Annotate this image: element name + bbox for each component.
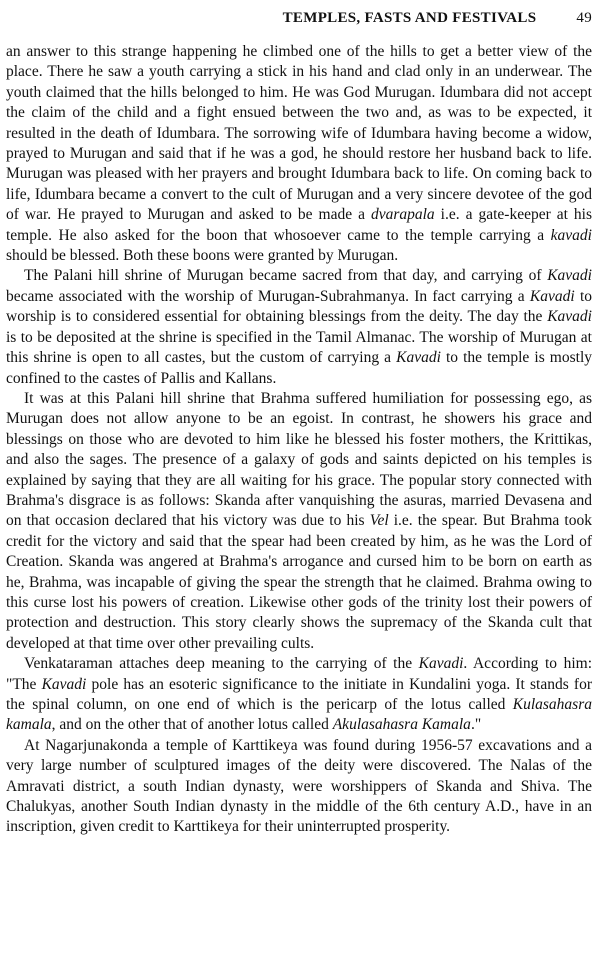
italic-term: Vel	[369, 512, 389, 530]
italic-term: Akulasahasra Kamala	[332, 716, 471, 734]
text-run: became associated with the worship of Murugan-Subrahmanya. In fact carrying a	[6, 287, 530, 305]
italic-term: Kavadi	[529, 287, 575, 305]
running-title: TEMPLES, FASTS AND FESTIVALS	[282, 9, 537, 26]
text-run: i.e. the spear. But Brahma took credit for the victory and said that the spear had been created by him, as he was the Lord of Creation. Skanda was angered at Brahma's arrogance and cursed him to be born on earth as he, Brahma, was incapable of giving the spear the strength that he claimed. Brahma owing to this curse lost his powers of creation. Likewise other gods of the trinity lost their powers of protection and destruction. This story clearly shows the supremacy of the Skanda cult that developed at that time over other prevailing cults.	[6, 512, 592, 652]
text-run: , and on the other that of another lotus called	[51, 716, 333, 734]
italic-term: Kavadi	[547, 267, 592, 285]
text-run: is to be deposited at the shrine is specified in the Tamil Almanac. The worship of Murugan at this shrine is open to all castes, but the custom of carrying a	[6, 328, 592, 367]
paragraph	[6, 42, 592, 266]
paragraph	[6, 389, 592, 654]
page-header	[6, 0, 592, 36]
text-run: . According to him: "The	[6, 655, 592, 693]
italic-term: Kavadi	[547, 308, 592, 326]
italic-term: Kavadi	[418, 655, 464, 673]
text-run: The Palani hill shrine of Murugan became sacred from that day, and carrying of	[24, 267, 548, 285]
paragraph	[6, 736, 592, 838]
text-run: At Nagarjunakonda a temple of Karttikeya was found during 1956-57 excavations and a very large number of sculptured images of the deity were discovered. The Nalas of the Amravati district, a south Indian dynasty, were worshippers of Skanda and Shiva. The Chalukyas, another South Indian dynasty in the middle of the 6th century A.D., have in an inscription, given credit to Karttikeya for their uninterrupted prosperity.	[6, 736, 592, 836]
text-run: i.e. a gate-keeper at his temple. He also asked for the boon that whosoever came to the temple carrying a	[6, 206, 593, 244]
page-body	[6, 42, 592, 838]
text-run: ."	[470, 716, 482, 734]
text-run: Venkataraman attaches deep meaning to the carrying of the	[24, 655, 419, 673]
text-run: pole has an esoteric significance to the initiate in Kundalini yoga. It stands for the spinal column, on one end of which is the pericarp of the lotus called	[6, 675, 592, 713]
text-run: to worship is to considered essential for obtaining blessings from the deity. The day the	[6, 287, 592, 326]
text-run: an answer to this strange happening he climbed one of the hills to get a better view of the place. There he saw a youth carrying a stick in his hand and clad only in an underwear. The youth claimed that the hills belonged to him. He was God Murugan. Idumbara did not accept the claim of the child and a fight ensued between the two and, as was to be expected, it resulted in the death of Idumbara. The sorrowing wife of Idumbara having become a widow, prayed to Murugan and said that if he was a god, he should restore her husband back to life. Murugan was pleased with her prayers and brought Idumbara back to life. On coming back to life, Idumbara became a convert to the cult of Murugan and a very sincere devotee of the god of war. He prayed to Murugan and asked to be made a	[6, 43, 592, 224]
page-number: 49	[576, 9, 592, 26]
italic-term: Kavadi	[396, 349, 441, 367]
italic-term: Kulasahasra kamala	[6, 696, 592, 734]
italic-term: Kavadi	[41, 675, 87, 693]
italic-term: dvarapala	[370, 206, 435, 224]
paragraph	[6, 266, 592, 388]
paragraph	[6, 654, 592, 736]
text-run: should be blessed. Both these boons were granted by Murugan.	[6, 247, 399, 265]
italic-term: kavadi	[550, 226, 592, 244]
text-run: to the temple is mostly confined to the castes of Pallis and Kallans.	[6, 349, 592, 387]
text-run: It was at this Palani hill shrine that Brahma suffered humiliation for possessing ego, as Murugan does not allow anyone to be an egoist. In contrast, he showers his grace and blessings on those who are devoted to him like he blessed his foster mothers, the Krittikas, and also the sages. The presence of a galaxy of gods and saints depicted on his temples is explained by saying that they are all waiting for his grace. The popular story connected with Brahma's disgrace is as follows: Skanda after vanquishing the asuras, married Devasena and on that occasion declared that his victory was due to his	[6, 389, 592, 530]
